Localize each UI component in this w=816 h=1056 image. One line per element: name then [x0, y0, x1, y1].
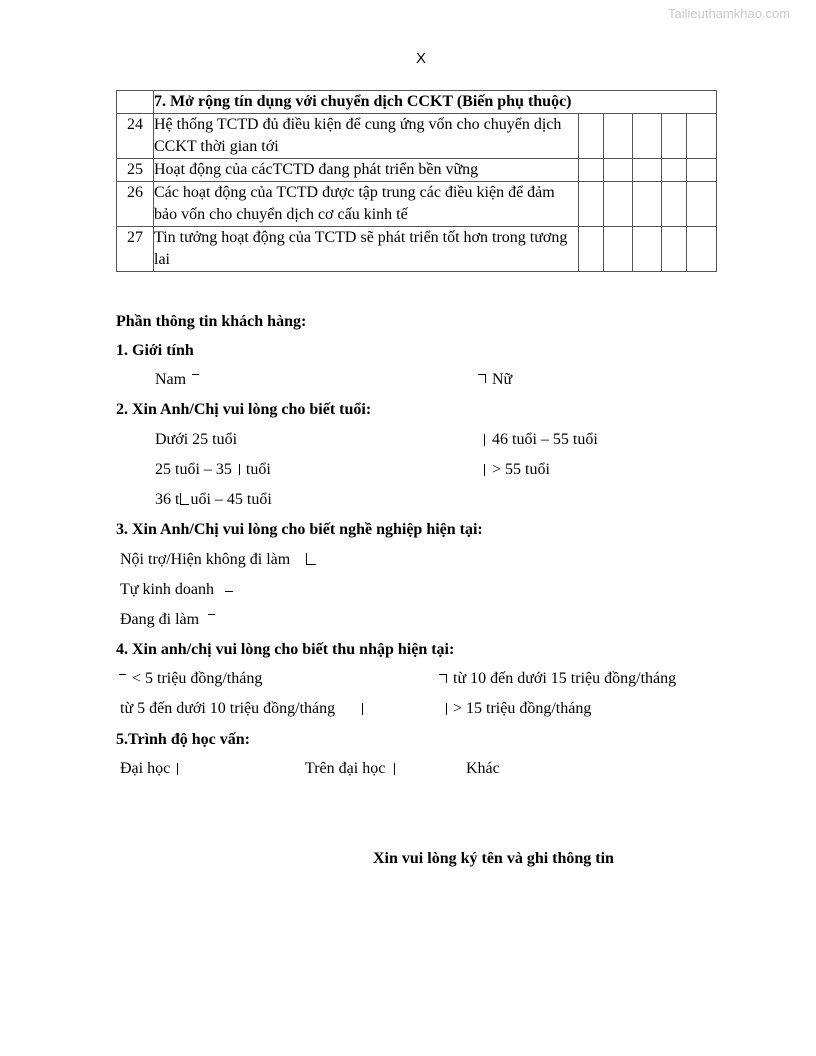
survey-table [116, 90, 717, 272]
checkbox-income-5-10[interactable] [362, 703, 363, 715]
income-title: 4. Xin anh/chị vui lòng cho biết thu nhập hiện tại: [116, 641, 455, 658]
gender-female-label: Nữ [492, 371, 513, 388]
age-25-35-label [155, 460, 271, 480]
rating-cell[interactable] [633, 182, 662, 227]
checkbox-postgraduate[interactable] [394, 763, 395, 775]
age-36-45-label [155, 490, 272, 510]
job-housework-label: Nội trợ/Hiện không đi làm [120, 551, 291, 568]
row-statement: Hoạt động của cácTCTD đang phát triển bền vững [154, 159, 579, 182]
table-row [117, 114, 717, 159]
education-title: 5.Trình độ học vấn: [116, 731, 250, 748]
row-number: 25 [117, 159, 154, 182]
job-title: 3. Xin Anh/Chị vui lòng cho biết nghề nghiệp hiện tại: [116, 521, 483, 538]
checkbox-male[interactable] [192, 374, 199, 375]
age-under25-label: Dưới 25 tuổi [155, 431, 238, 448]
row-statement: Các hoạt động của TCTD được tập trung các điều kiện để đảm bảo vốn cho chuyển dịch cơ cấu kinh tế [154, 182, 579, 227]
rating-cell[interactable] [633, 227, 662, 272]
checkbox-housework[interactable] [306, 553, 316, 565]
rating-cell[interactable] [604, 227, 633, 272]
checkbox-employed[interactable] [208, 614, 215, 615]
education-university-label: Đại học [120, 760, 171, 777]
age-46-55-label: 46 tuổi – 55 tuổi [492, 431, 598, 448]
rating-cell[interactable] [662, 114, 687, 159]
table-row [117, 159, 717, 182]
rating-cell[interactable] [687, 182, 717, 227]
rating-cell[interactable] [687, 227, 717, 272]
table-row [117, 182, 717, 227]
rating-cell[interactable] [633, 159, 662, 182]
rating-cell[interactable] [633, 114, 662, 159]
checkbox-income-10-15[interactable] [439, 674, 447, 683]
row-number: 27 [117, 227, 154, 272]
rating-cell[interactable] [604, 182, 633, 227]
job-employed-label: Đang đi làm [120, 611, 200, 628]
rating-cell[interactable] [662, 227, 687, 272]
checkbox-age-over55[interactable] [484, 464, 485, 476]
age-25-35-suffix: tuổi [245, 461, 271, 478]
checkbox-age-36-45[interactable] [179, 492, 190, 504]
checkbox-self-employed[interactable] [225, 591, 233, 592]
age-36-45-text: 36 t [155, 491, 180, 508]
row-number: 26 [117, 182, 154, 227]
table-cell [117, 91, 154, 114]
section-heading: 7. Mở rộng tín dụng với chuyển dịch CCKT (Biến phụ thuộc) [154, 91, 717, 114]
rating-cell[interactable] [579, 114, 604, 159]
rating-cell[interactable] [604, 159, 633, 182]
age-title: 2. Xin Anh/Chị vui lòng cho biết tuổi: [116, 401, 372, 418]
checkbox-age-25-35[interactable] [232, 462, 246, 474]
job-self-employed-label: Tự kinh doanh [120, 581, 214, 598]
rating-cell[interactable] [662, 182, 687, 227]
signature-note: Xin vui lòng ký tên và ghi thông tin [373, 850, 614, 867]
gender-title: 1. Giới tính [116, 342, 194, 359]
row-number: 24 [117, 114, 154, 159]
income-gt15-label: > 15 triệu đồng/tháng [453, 700, 592, 717]
table-row [117, 227, 717, 272]
rating-cell[interactable] [604, 114, 633, 159]
rating-cell[interactable] [687, 159, 717, 182]
rating-cell[interactable] [579, 159, 604, 182]
age-36-45-suffix: uổi – 45 tuổi [190, 491, 272, 508]
age-25-35-text: 25 tuổi – 35 [155, 461, 232, 478]
checkbox-university[interactable] [177, 763, 178, 775]
row-statement: Hệ thống TCTD đủ điều kiện để cung ứng vốn cho chuyển dịch CCKT thời gian tới [154, 114, 579, 159]
page-mark: X [416, 50, 427, 67]
row-statement: Tin tưởng hoạt động của TCTD sẽ phát triển tốt hơn trong tương lai [154, 227, 579, 272]
checkbox-female[interactable] [478, 374, 486, 383]
income-10-15-label: từ 10 đến dưới 15 triệu đồng/tháng [453, 670, 677, 687]
gender-male-label: Nam [155, 371, 187, 388]
rating-cell[interactable] [579, 182, 604, 227]
checkbox-income-gt15[interactable] [446, 703, 447, 715]
table-section-row [117, 91, 717, 114]
rating-cell[interactable] [662, 159, 687, 182]
customer-info-title: Phần thông tin khách hàng: [116, 313, 307, 330]
checkbox-income-lt5[interactable] [119, 674, 126, 675]
rating-cell[interactable] [687, 114, 717, 159]
education-postgraduate-label: Trên đại học [305, 760, 386, 777]
income-5-10-label: từ 5 đến dưới 10 triệu đồng/tháng [120, 700, 336, 717]
watermark: Tailieuthamkhao.com [668, 6, 791, 21]
age-over55-label: > 55 tuổi [492, 461, 550, 478]
income-lt5-label: < 5 triệu đồng/tháng [132, 670, 263, 687]
education-other-label: Khác [466, 760, 500, 777]
rating-cell[interactable] [579, 227, 604, 272]
checkbox-age-46-55[interactable] [484, 434, 485, 446]
